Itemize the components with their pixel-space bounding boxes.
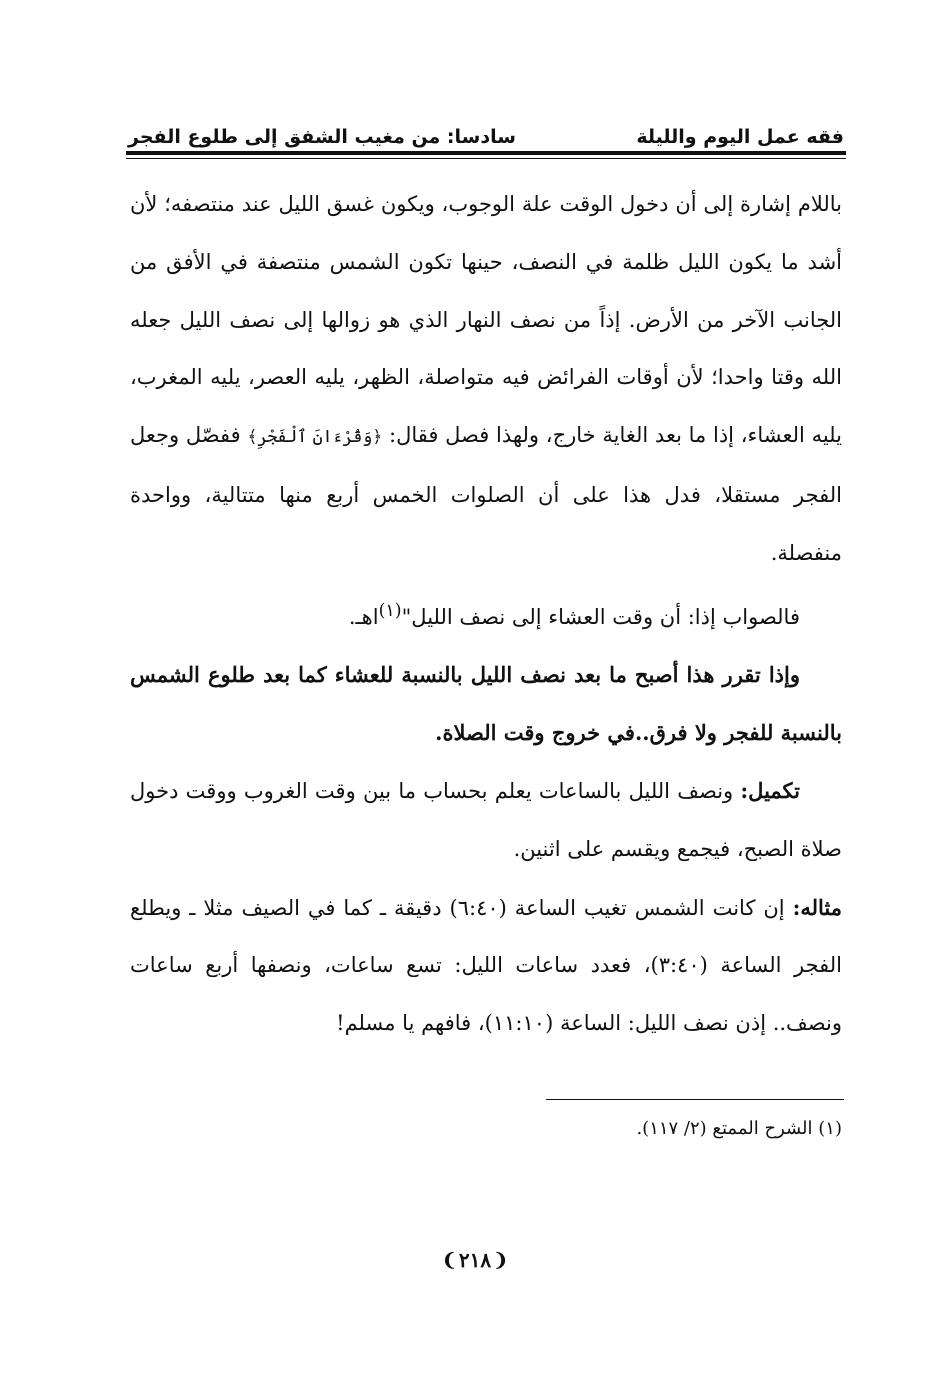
footnote-text: (١) الشرح الممتع (٢/ ١١٧).: [636, 1118, 842, 1139]
main-text: [130, 176, 842, 1053]
ornament-right-icon: ❨: [493, 1249, 509, 1271]
supplement-label: تكميل:: [740, 777, 800, 803]
footnote-reference: (١): [378, 600, 402, 621]
bold-statement: وإذا تقرر هذا أصبح ما بعد نصف الليل بالنسبة للعشاء كما بعد طلوع الشمس بالنسبة للفجر ولا فرق..في خروج وقت الصلاة.: [130, 662, 842, 746]
paragraph-conclusion: [130, 583, 842, 647]
footnote-separator: [546, 1099, 844, 1100]
footnote: [520, 1118, 842, 1139]
book-title: فقه عمل اليوم والليلة: [636, 126, 844, 148]
page-number-value: ٢١٨: [458, 1248, 492, 1272]
page-number: [420, 1245, 530, 1275]
paragraph-text: باللام إشارة إلى أن دخول الوقت علة الوجوب، ويكون غسق الليل عند منتصفه؛ لأن أشد ما يكون الليل ظلمة في النصف، حينها تكون الشمس منتصفة في الأفق من الجانب الآخر من الأرض. إذاً من نصف النهار الذي هو زوالها إلى نصف الليل جعله الله وقتا واحدا؛ لأن أوقات الفرائض فيه متواصلة، الظهر، يليه العصر، يليه المغرب، يليه العشاء، إذا ما بعد الغاية خارج، ولهذا فصل فقال:: [130, 192, 842, 448]
paragraph-continuation: [130, 176, 842, 583]
paragraph-bold: [130, 646, 842, 762]
paragraph-example: [130, 879, 842, 1053]
quran-quote: ﴿وَقُرْءَانَ ٱلْفَجْرِ﴾: [247, 427, 383, 448]
ornament-left-icon: ❩: [441, 1249, 457, 1271]
supplement-text: ونصف الليل بالساعات يعلم بحساب ما بين وقت الغروب ووقت دخول صلاة الصبح، فيجمع ويقسم على اثنين.: [130, 778, 842, 861]
example-text: إن كانت الشمس تغيب الساعة (٦:٤٠) دقيقة ـ كما في الصيف مثلا ـ ويطلع الفجر الساعة (٣:٤٠)، فعدد ساعات الليل: تسع ساعات، ونصفها أربع ساعات ونصف.. إذن نصف الليل: الساعة (١١:١٠)، فافهم يا مسلم!: [130, 895, 842, 1036]
example-label: مثاله:: [792, 894, 842, 920]
paragraph-text-tail: ففصّل وجعل الفجر مستقلا، فدل هذا على أن الصلوات الخمس أربع منها متتالية، وواحدة منفصلة.: [130, 423, 842, 565]
paragraph-supplement: [130, 762, 842, 879]
quote-end-suffix: اهـ.: [348, 604, 379, 629]
quote-end-text: فالصواب إذا: أن وقت العشاء إلى نصف الليل": [401, 604, 800, 629]
running-header: [128, 123, 844, 151]
section-title: سادسا: من مغيب الشفق إلى طلوع الفجر: [128, 126, 516, 148]
header-rule-thin: [126, 158, 846, 159]
header-rule-thick: [126, 151, 846, 155]
